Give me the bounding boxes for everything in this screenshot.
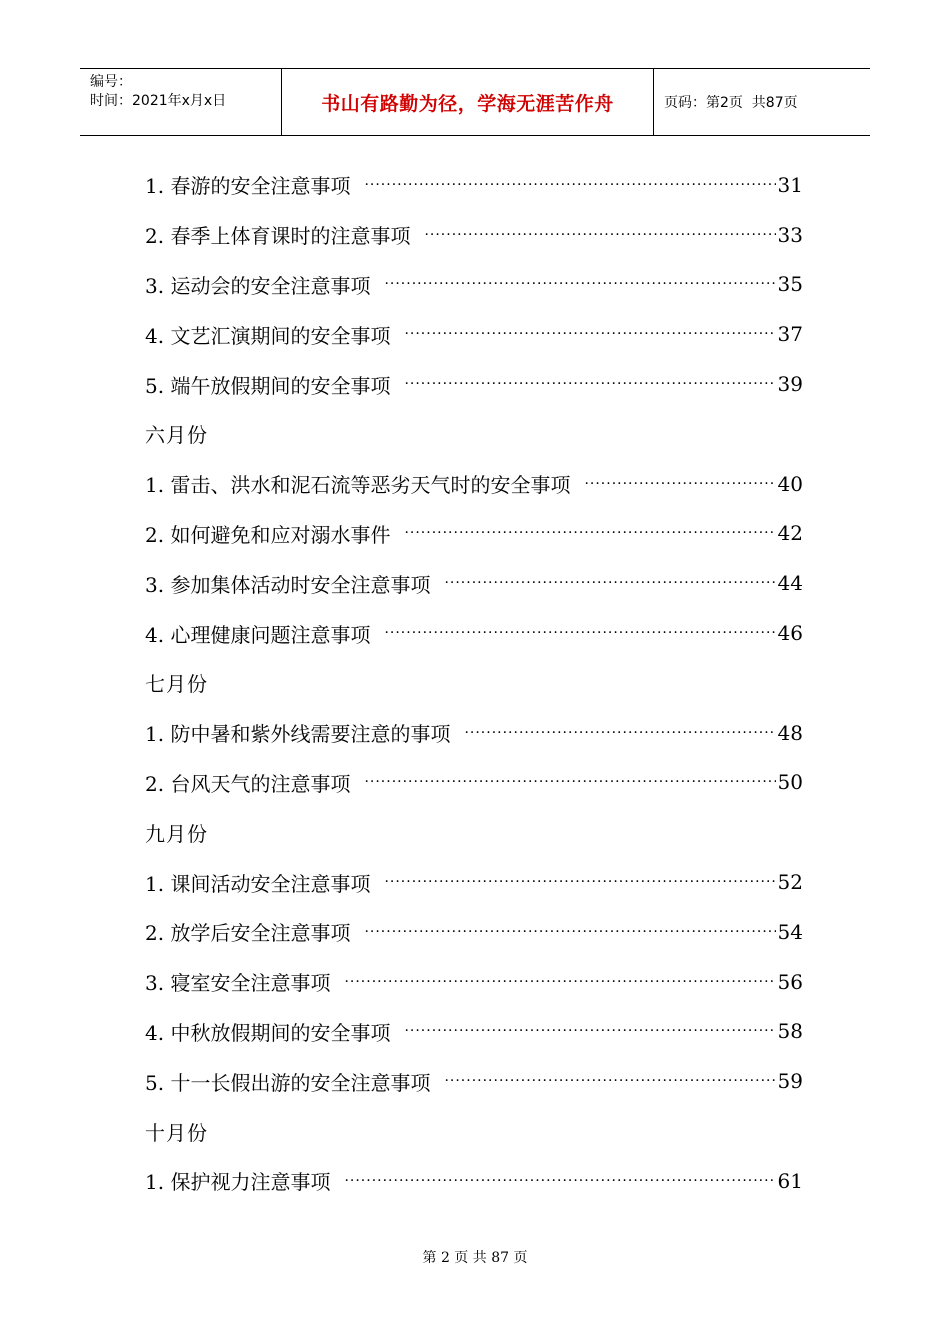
toc-dot-leader — [344, 1173, 775, 1189]
page-header — [80, 68, 870, 136]
toc-entry-page: 35 — [777, 272, 803, 297]
toc-entry-title: 1. 课间活动安全注意事项 — [145, 871, 371, 896]
toc-entry[interactable] — [145, 758, 803, 808]
toc-entry-title: 5. 十一长假出游的安全注意事项 — [145, 1070, 431, 1095]
toc-dot-leader — [404, 326, 775, 342]
page-footer — [0, 1247, 950, 1267]
toc-dot-leader — [384, 874, 775, 890]
toc-entry-page: 59 — [777, 1069, 803, 1094]
toc-section-heading — [145, 1106, 803, 1156]
toc-entry-page: 52 — [777, 870, 803, 895]
toc-entry-title: 4. 中秋放假期间的安全事项 — [145, 1020, 391, 1045]
header-meta — [80, 69, 282, 135]
toc-section-heading — [145, 807, 803, 857]
toc-dot-leader — [424, 227, 775, 243]
toc-entry[interactable] — [145, 210, 803, 260]
toc-entry-page: 48 — [777, 720, 803, 745]
toc-entry-page: 39 — [777, 372, 803, 397]
toc-dot-leader — [444, 575, 775, 591]
toc-dot-leader — [364, 177, 775, 193]
toc-entry-title: 九月份 — [145, 821, 208, 846]
toc-entry[interactable] — [145, 1156, 803, 1206]
toc-entry[interactable] — [145, 857, 803, 907]
toc-entry-title: 2. 春季上体育课时的注意事项 — [145, 224, 411, 249]
toc-entry-title: 5. 端午放假期间的安全事项 — [145, 373, 391, 398]
toc-entry-page: 44 — [777, 571, 803, 596]
toc-entry-title: 2. 放学后安全注意事项 — [145, 921, 351, 946]
header-motto: 书山有路勤为径，学海无涯苦作舟 — [321, 92, 614, 115]
toc-entry-page: 46 — [777, 621, 803, 646]
toc-entry-title: 3. 寝室安全注意事项 — [145, 971, 331, 996]
toc-entry-title: 十月份 — [145, 1120, 208, 1145]
toc-entry[interactable] — [145, 359, 803, 409]
toc-dot-leader — [444, 1073, 775, 1089]
toc-entry-page: 54 — [777, 919, 803, 944]
toc-entry-page: 61 — [777, 1168, 803, 1193]
header-page-label: 页码：第2页 共87页 — [664, 95, 798, 111]
document-number-label: 编号： — [90, 74, 132, 90]
toc-section-heading — [145, 658, 803, 708]
header-page-cell — [654, 69, 870, 135]
toc-entry[interactable] — [145, 558, 803, 608]
toc-entry-page: 56 — [777, 969, 803, 994]
toc-entry[interactable] — [145, 907, 803, 957]
toc-entry-title: 1. 保护视力注意事项 — [145, 1170, 331, 1195]
toc-entry[interactable] — [145, 459, 803, 509]
toc-section-heading — [145, 409, 803, 459]
toc-dot-leader — [404, 525, 775, 541]
table-of-contents — [145, 160, 803, 1206]
toc-entry-page: 58 — [777, 1019, 803, 1044]
header-motto-cell — [282, 69, 654, 135]
toc-entry-title: 1. 雷击、洪水和泥石流等恶劣天气时的安全事项 — [145, 473, 571, 498]
toc-entry[interactable] — [145, 608, 803, 658]
toc-dot-leader — [364, 924, 775, 940]
footer-page-number: 第 2 页 共 87 页 — [422, 1250, 528, 1266]
toc-dot-leader — [404, 376, 775, 392]
toc-entry-title: 4. 文艺汇演期间的安全事项 — [145, 323, 391, 348]
toc-entry-title: 七月份 — [145, 672, 208, 697]
toc-entry-page: 31 — [777, 172, 803, 197]
toc-entry-title: 1. 防中暑和紫外线需要注意的事项 — [145, 722, 451, 747]
toc-entry[interactable] — [145, 708, 803, 758]
toc-dot-leader — [464, 725, 775, 741]
toc-entry[interactable] — [145, 309, 803, 359]
toc-dot-leader — [344, 974, 775, 990]
toc-dot-leader — [384, 276, 775, 292]
toc-entry-page: 42 — [777, 521, 803, 546]
toc-entry-page: 33 — [777, 222, 803, 247]
toc-entry-title: 4. 心理健康问题注意事项 — [145, 622, 371, 647]
toc-entry[interactable] — [145, 160, 803, 210]
toc-entry[interactable] — [145, 1007, 803, 1057]
toc-entry-title: 2. 台风天气的注意事项 — [145, 771, 351, 796]
toc-entry[interactable] — [145, 260, 803, 310]
toc-dot-leader — [384, 625, 775, 641]
document-time-label: 时间：2021年x月x日 — [90, 93, 227, 109]
toc-entry-page: 40 — [777, 471, 803, 496]
toc-entry[interactable] — [145, 957, 803, 1007]
toc-entry-page: 50 — [777, 770, 803, 795]
toc-entry[interactable] — [145, 509, 803, 559]
toc-entry-title: 2. 如何避免和应对溺水事件 — [145, 522, 391, 547]
toc-dot-leader — [584, 476, 775, 492]
toc-entry[interactable] — [145, 1056, 803, 1106]
toc-entry-page: 37 — [777, 322, 803, 347]
toc-dot-leader — [404, 1023, 775, 1039]
toc-dot-leader — [364, 774, 775, 790]
toc-entry-title: 1. 春游的安全注意事项 — [145, 174, 351, 199]
toc-entry-title: 3. 参加集体活动时安全注意事项 — [145, 572, 431, 597]
toc-entry-title: 3. 运动会的安全注意事项 — [145, 273, 371, 298]
toc-entry-title: 六月份 — [145, 423, 208, 448]
